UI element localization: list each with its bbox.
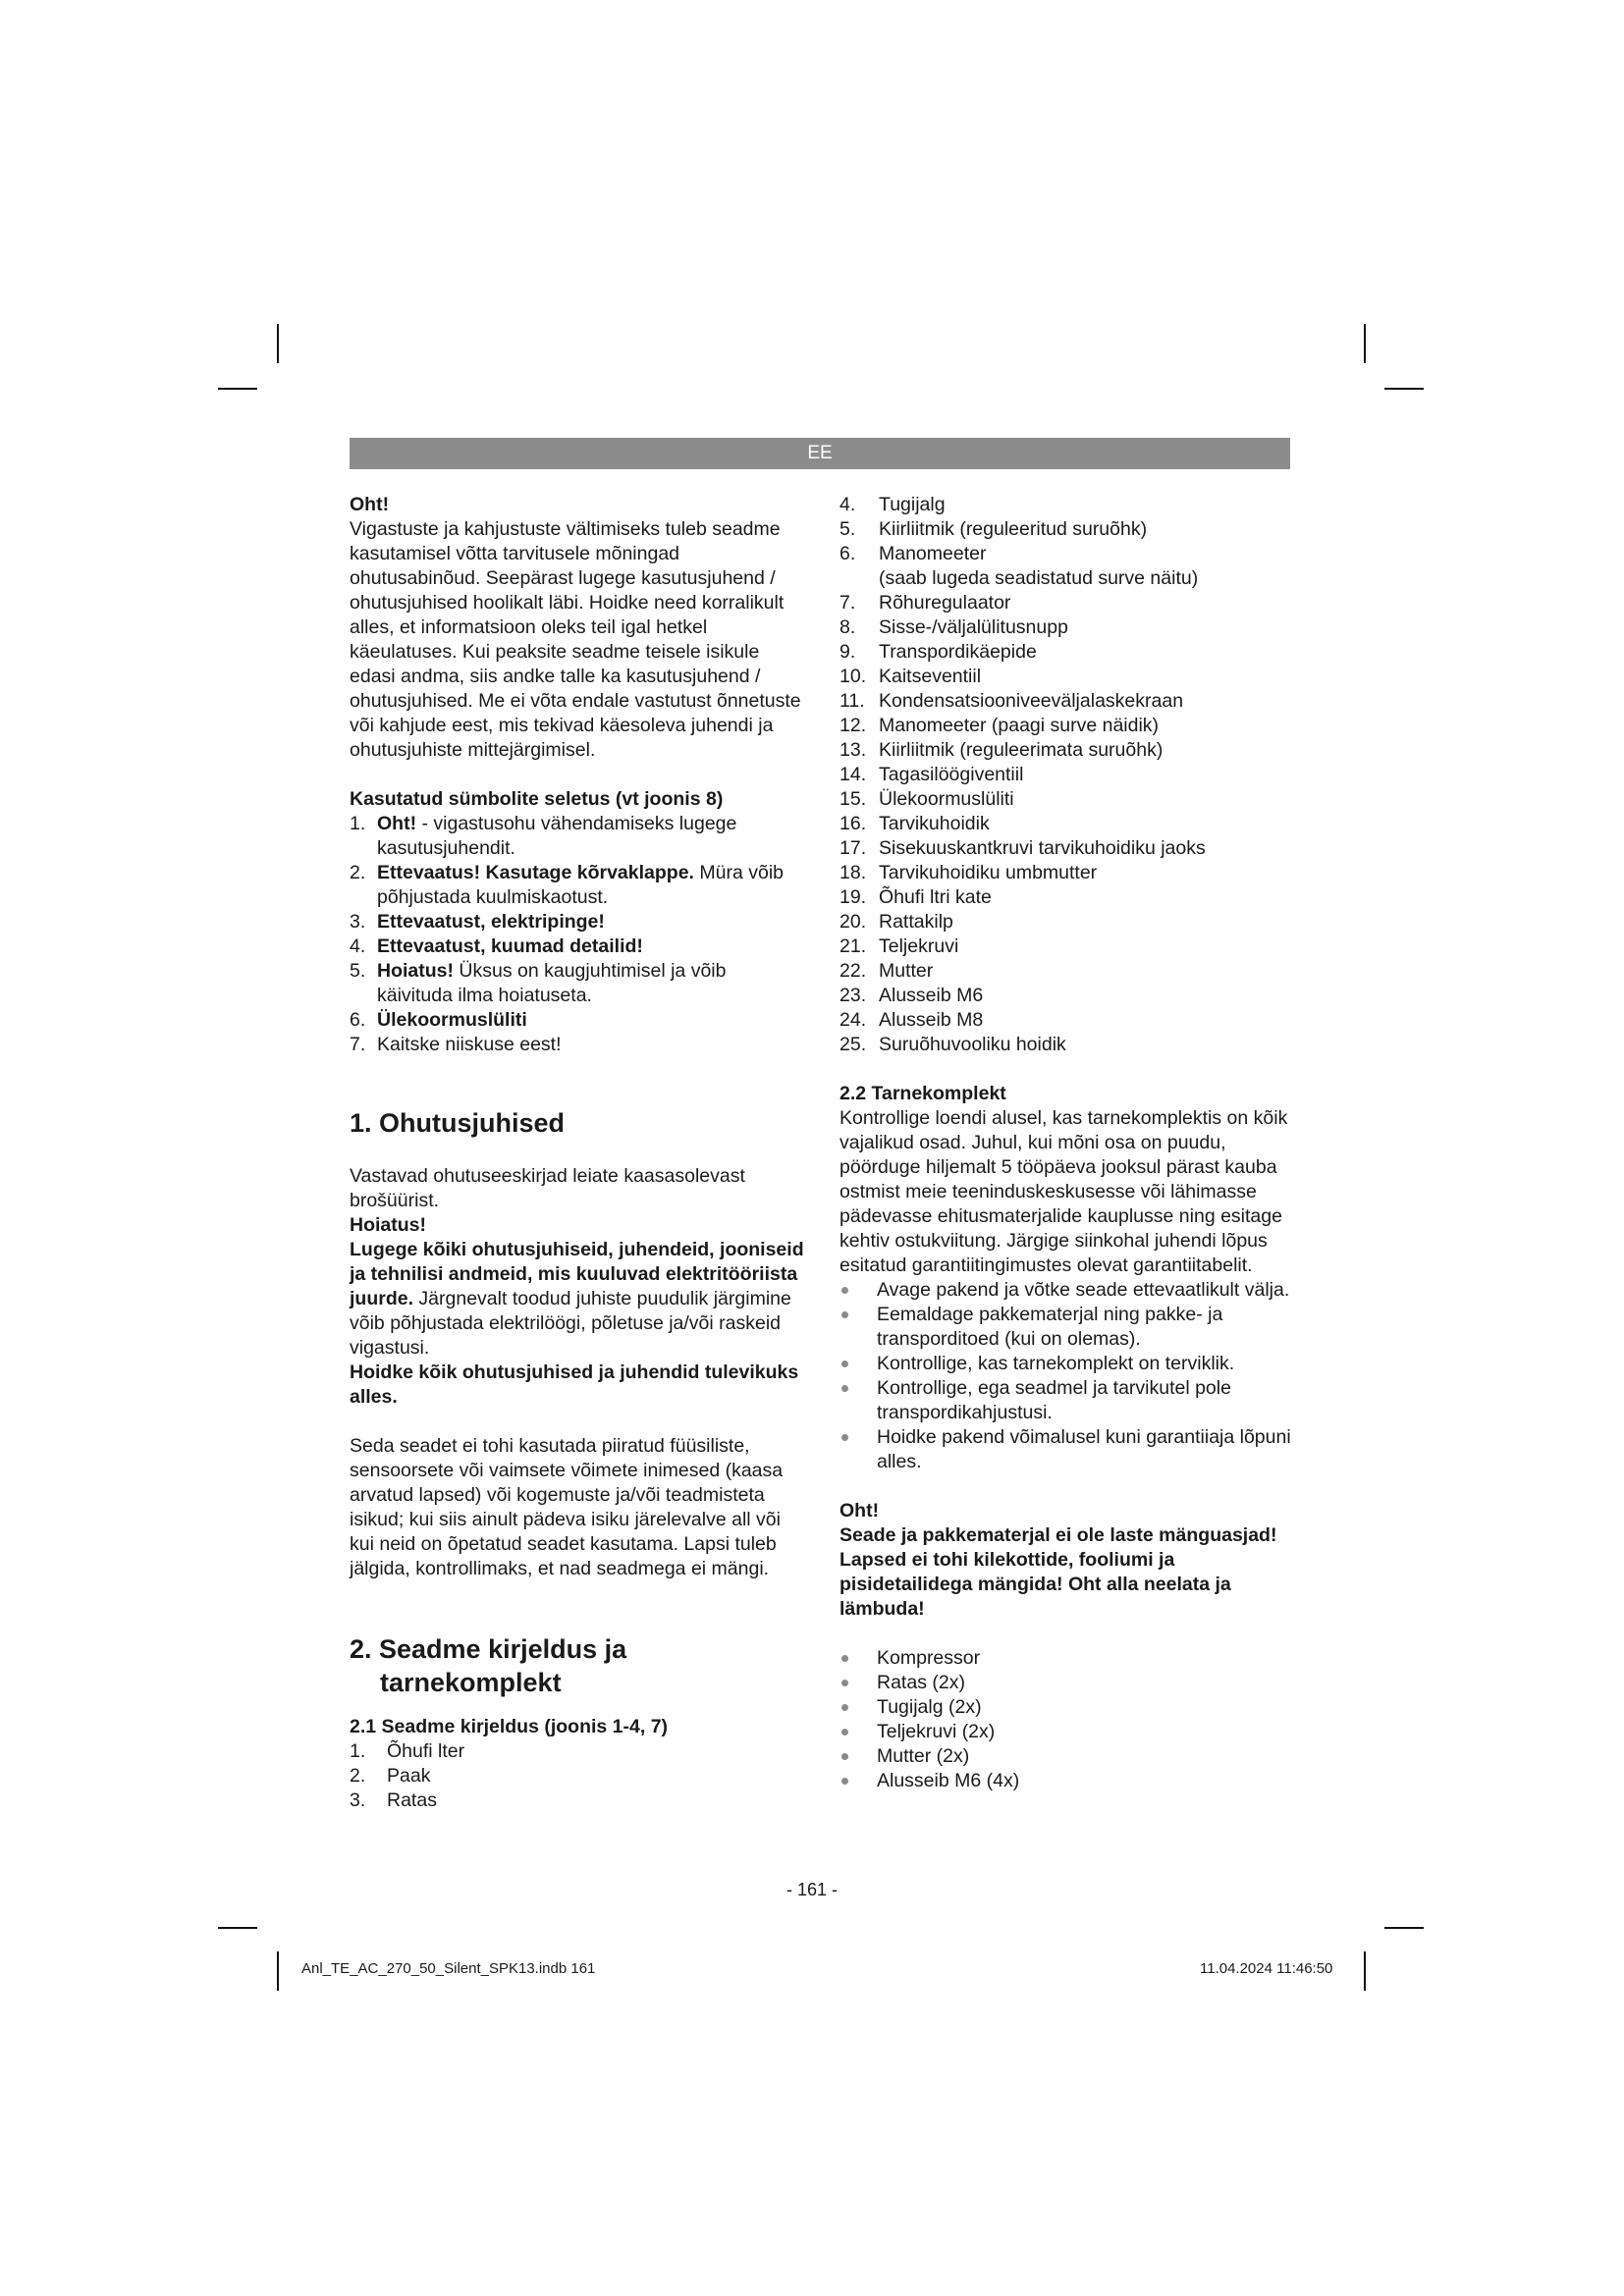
section-2-1-heading: 2.1 Seadme kirjeldus (joonis 1-4, 7) <box>350 1716 669 1737</box>
section-2-2-paragraph: Kontrollige loendi alusel, kas tarnekomplektis on kõik vajalikud osad. Juhul, kui mõni osa on puudu, pöörduge hiljemalt 5 tööpäeva jooksul pärast kauba ostmist meie teeninduskeskusesse või lähimasse pädevasse ehitusmaterjalide kauplusse ning esitage kehtiv ostukviitung. Järgige siinkohal juhendi lõpus esitatud garantiitingimustes olevat garantiitabelit. <box>839 1107 1288 1276</box>
list-item: Avage pakend ja võtke seade ettevaatlikult välja. <box>839 1278 1291 1303</box>
footer-date-time: 11.04.2024 11:46:50 <box>1200 1960 1333 1977</box>
warning-title: Oht! <box>350 494 390 515</box>
bullet-icon <box>841 1729 848 1735</box>
language-code: EE <box>807 443 833 463</box>
list-item: 25. Suruõhuvooliku hoidik <box>839 1034 1066 1055</box>
list-item: 3. Ettevaatust, elektripinge! <box>350 911 605 933</box>
list-item: Teljekruvi (2x) <box>839 1720 1291 1744</box>
section-1-warning-paragraph: Lugege kõiki ohutusjuhiseid, juhendeid, jooniseid ja tehnilisi andmeid, mis kuuluvad elektritööriista juurde. Järgnevalt toodud juhiste puudulik järgimine võib põhjustada elektrilöögi, põletuse ja/või raskeid vigastusi. <box>350 1239 804 1359</box>
list-item: Tugijalg (2x) <box>839 1695 1291 1720</box>
bullet-icon <box>841 1680 848 1686</box>
list-item: Kompressor <box>839 1646 1291 1671</box>
bullet-icon <box>841 1434 848 1441</box>
list-item: 8. Sisse-/väljalülitusnupp <box>839 616 1068 638</box>
list-item: 22. Mutter <box>839 960 934 982</box>
crop-mark <box>218 388 257 390</box>
list-item: Alusseib M6 (4x) <box>839 1769 1291 1793</box>
warning-text: Vigastuste ja kahjustuste vältimiseks tuleb seadme kasutamisel võtta tarvitusele mõningad ohutusabinõud. Seepärast lugege kasutusjuhend / ohutusjuhised hoolikalt läbi. Hoidke need korralikult alles, et informatsioon oleks teil igal hetkel käeulatuses. Kui peaksite seadme teisele isikule edasi andma, siis andke talle ka kasutusjuhend / ohutusjuhised. Me ei võta endale vastutust õnnetuste või kahjude eest, mis tekivad käesoleva juhendi ja ohutusjuhiste mittejärgimisel. <box>350 518 801 761</box>
list-item: 3. Ratas <box>350 1789 437 1811</box>
crop-mark <box>218 1927 257 1929</box>
bullet-icon <box>841 1655 848 1662</box>
list-item: Hoidke pakend võimalusel kuni garantiiaja lõpuni alles. <box>839 1425 1291 1474</box>
bullet-icon <box>841 1778 848 1785</box>
list-item: 14. Tagasilöögiventiil <box>839 764 1024 785</box>
list-item: 1. Oht! - vigastusohu vähendamiseks lugege kasutusjuhendit. <box>350 813 737 859</box>
parts-list <box>839 493 1291 1057</box>
symbols-heading: Kasutatud sümbolite seletus (vt joonis 8) <box>350 788 724 810</box>
section-1-paragraph: Vastavad ohutuseeskirjad leiate kaasasolevast brošüürist. <box>350 1165 745 1211</box>
parts-list <box>350 1739 805 1813</box>
list-item: 16. Tarvikuhoidik <box>839 813 990 834</box>
list-item: 19. Õhufi ltri kate <box>839 886 992 908</box>
list-item: 5. Hoiatus! Üksus on kaugjuhtimisel ja võib käivituda ilma hoiatuseta. <box>350 960 727 1006</box>
list-item: 15. Ülekoormuslüliti <box>839 788 1014 810</box>
list-item: 7. Kaitske niiskuse eest! <box>350 1034 562 1055</box>
list-item: 1. Õhufi lter <box>350 1740 465 1762</box>
list-item: 6. Ülekoormuslüliti <box>350 1009 527 1031</box>
crop-mark <box>277 1951 279 1991</box>
list-item: Kontrollige, ega seadmel ja tarvikutel pole transpordikahjustusi. <box>839 1376 1291 1425</box>
section-2-2-heading: 2.2 Tarnekomplekt <box>839 1083 1006 1104</box>
section-1-paragraph: Seda seadet ei tohi kasutada piiratud füüsiliste, sensoorsete või vaimsete võimete inimesed (kaasa arvatud lapsed) või kogemuste ja/või teadmisteta isikud; kui siis ainult pädeva isiku järelevalve all või kui neid on õpetatud seadet kasutama. Lapsi tuleb jälgida, kontrollimaks, et nad seadmega ei mängi. <box>350 1435 784 1579</box>
list-item: 12. Manomeeter (paagi surve näidik) <box>839 715 1160 736</box>
list-item: (saab lugeda seadistatud surve näitu) <box>879 567 1199 589</box>
list-item: 10. Kaitseventiil <box>839 666 982 687</box>
list-item: 13. Kiirliitmik (reguleerimata suruõhk) <box>839 739 1164 761</box>
list-item: 17. Sisekuuskantkruvi tarvikuhoidiku jaoks <box>839 837 1206 859</box>
crop-mark <box>1384 1927 1424 1929</box>
list-item: 7. Rõhuregulaator <box>839 592 1011 614</box>
list-item: 24. Alusseib M8 <box>839 1009 984 1031</box>
footer-file-name: Anl_TE_AC_270_50_Silent_SPK13.indb 161 <box>301 1960 596 1977</box>
section-1-keep-note: Hoidke kõik ohutusjuhised ja juhendid tulevikuks alles. <box>350 1362 799 1408</box>
section-2-heading: 2. Seadme kirjeldus ja tarnekomplekt <box>350 1634 627 1697</box>
crop-mark <box>277 324 279 363</box>
bullet-icon <box>841 1361 848 1367</box>
list-item: 2. Paak <box>350 1765 431 1787</box>
list-item: Eemaldage pakkematerjal ning pakke- ja transporditoed (kui on olemas). <box>839 1303 1291 1352</box>
list-item: 11. Kondensatsiooniveeväljalaskekraan <box>839 690 1184 712</box>
list-item: 4. Tugijalg <box>839 494 946 515</box>
delivery-contents-list <box>839 1646 1291 1793</box>
warning-title: Oht! <box>839 1500 880 1522</box>
list-item: Ratas (2x) <box>839 1671 1291 1695</box>
list-item: 18. Tarvikuhoidiku umbmutter <box>839 862 1098 883</box>
bullet-icon <box>841 1753 848 1760</box>
list-item: 21. Teljekruvi <box>839 935 959 957</box>
language-header-bar <box>350 438 1290 469</box>
bullet-icon <box>841 1287 848 1294</box>
section-1-hoiatus: Hoiatus! <box>350 1214 426 1236</box>
bullet-icon <box>841 1311 848 1318</box>
list-item: 6. Manomeeter <box>839 543 987 564</box>
warning-text: Seade ja pakkematerjal ei ole laste mänguasjad! Lapsed ei tohi kilekottide, fooliumi ja pisidetailidega mängida! Oht alla neelata ja lämbuda! <box>839 1524 1277 1620</box>
page-number: - 161 - <box>785 1880 839 1899</box>
list-item: Kontrollige, kas tarnekomplekt on terviklik. <box>839 1352 1291 1376</box>
list-item: 9. Transpordikäepide <box>839 641 1037 663</box>
bullet-icon <box>841 1704 848 1711</box>
list-item: 23. Alusseib M6 <box>839 985 984 1006</box>
list-item: Mutter (2x) <box>839 1744 1291 1769</box>
right-column <box>839 493 1291 1793</box>
crop-mark <box>1364 1951 1366 1991</box>
crop-mark <box>1364 324 1366 363</box>
crop-mark <box>1384 388 1424 390</box>
list-item: 2. Ettevaatus! Kasutage kõrvaklappe. Müra võib põhjustada kuulmiskaotust. <box>350 862 785 908</box>
unpacking-steps-list <box>839 1278 1291 1474</box>
list-item: 20. Rattakilp <box>839 911 953 933</box>
list-item: 5. Kiirliitmik (reguleeritud suruõhk) <box>839 518 1148 540</box>
symbols-list <box>350 812 805 1057</box>
list-item: 4. Ettevaatust, kuumad detailid! <box>350 935 643 957</box>
bullet-icon <box>841 1385 848 1392</box>
left-column <box>350 493 805 1813</box>
section-1-heading: 1. Ohutusjuhised <box>350 1108 566 1138</box>
